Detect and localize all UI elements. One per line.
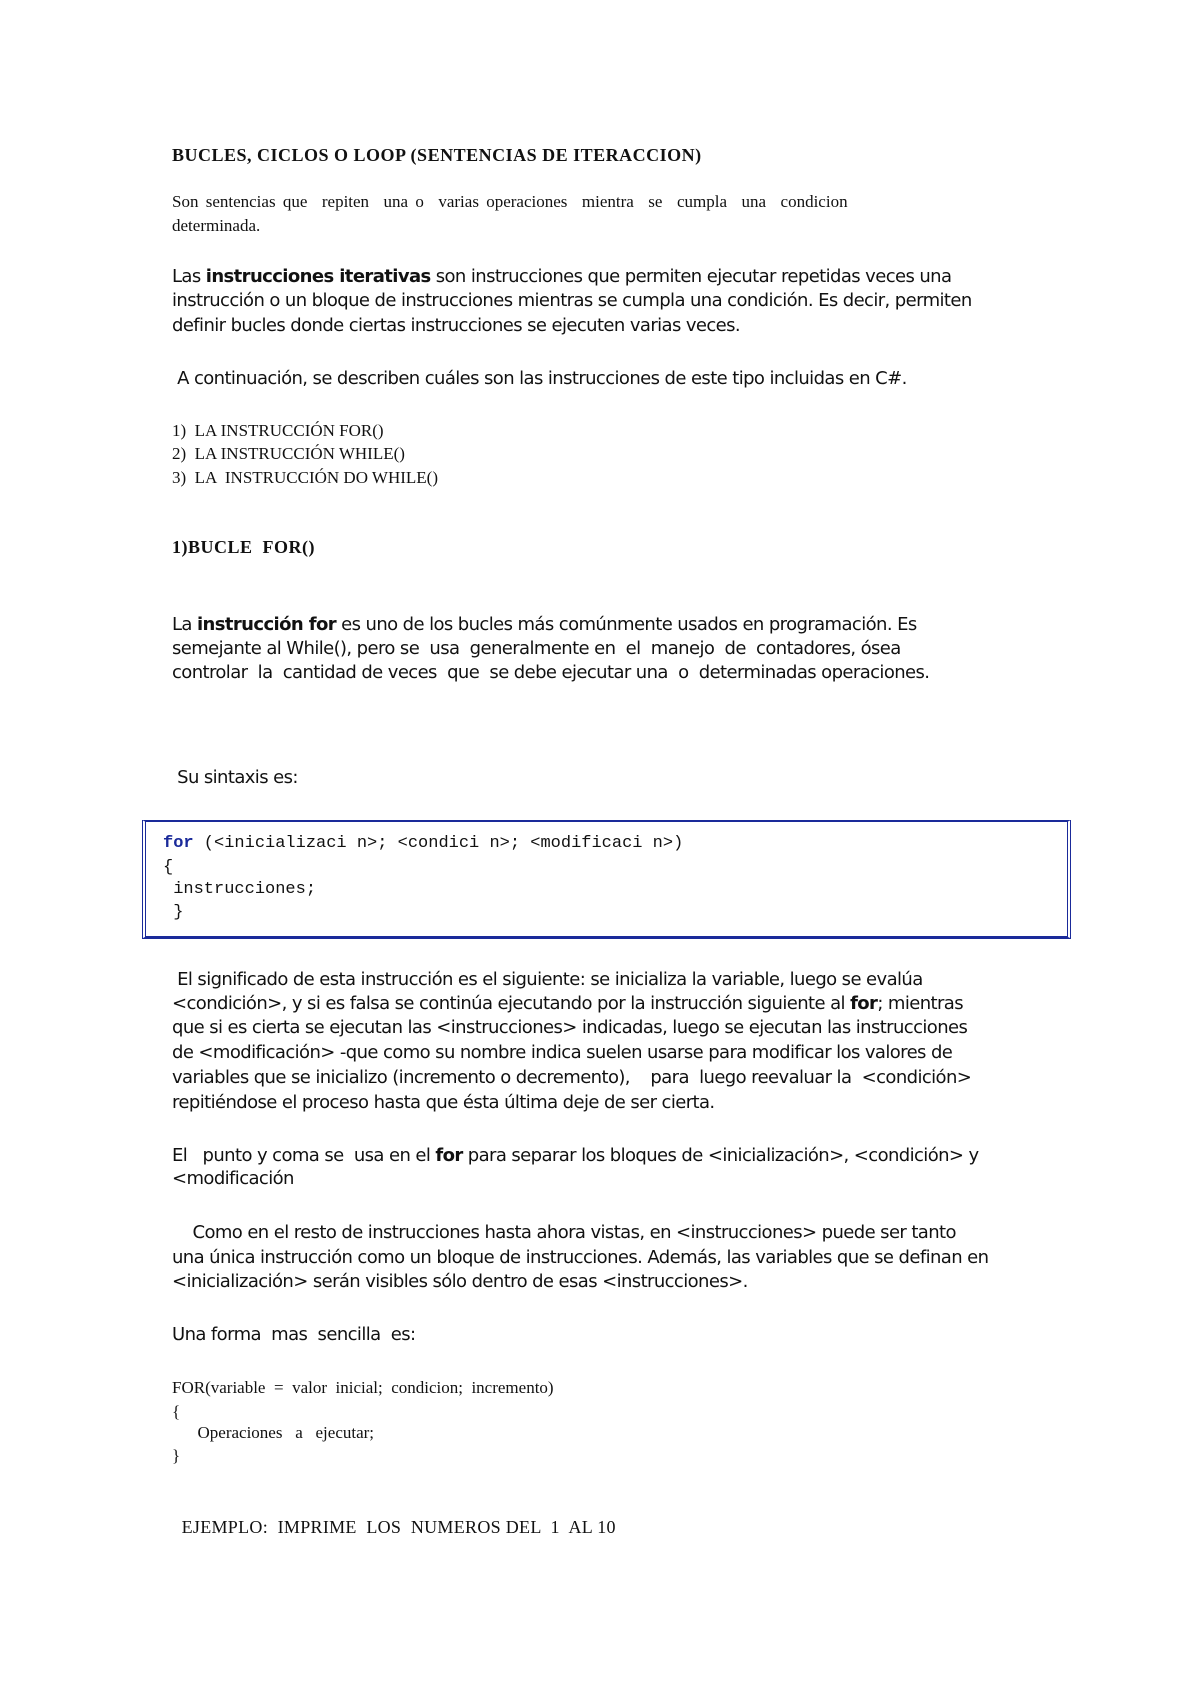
bold-text: for bbox=[850, 993, 878, 1014]
paragraph-line bbox=[172, 266, 951, 287]
paragraph-line: Como en el resto de instrucciones hasta ahora vistas, en <instrucciones> puede ser tanto bbox=[172, 1222, 956, 1243]
paragraph-line: semejante al While(), pero se usa generalmente en el manejo de contadores, ósea bbox=[172, 638, 901, 659]
code-line: Operaciones a ejecutar; bbox=[172, 1423, 375, 1442]
paragraph-line: que si es cierta se ejecutan las <instrucciones> indicadas, luego se ejecutan las instrucciones bbox=[172, 1017, 968, 1038]
paragraph-line: una única instrucción como un bloque de instrucciones. Además, las variables que se definan en bbox=[172, 1247, 989, 1268]
text: La bbox=[172, 614, 197, 635]
code-line bbox=[163, 834, 683, 853]
paragraph-line: definir bucles donde ciertas instrucciones se ejecuten varias veces. bbox=[172, 315, 741, 336]
text: Las bbox=[172, 266, 206, 287]
text: para separar los bloques de <inicialización>, <condición> y bbox=[462, 1145, 979, 1166]
code-line: instrucciones; bbox=[163, 880, 317, 899]
list-item: 3) LA INSTRUCCIÓN DO WHILE() bbox=[172, 468, 438, 487]
code-line: } bbox=[163, 903, 184, 922]
paragraph-line: repitiéndose el proceso hasta que ésta última deje de ser cierta. bbox=[172, 1092, 715, 1113]
text: ; mientras bbox=[877, 993, 964, 1014]
document-title: BUCLES, CICLOS O LOOP (SENTENCIAS DE ITERACCION) bbox=[172, 145, 702, 165]
text: son instrucciones que permiten ejecutar repetidas veces una bbox=[430, 266, 952, 287]
paragraph-line: A continuación, se describen cuáles son las instrucciones de este tipo incluidas en C#. bbox=[172, 368, 907, 389]
list-item: 1) LA INSTRUCCIÓN FOR() bbox=[172, 421, 384, 440]
paragraph-line: de <modificación> -que como su nombre indica suelen usarse para modificar los valores de bbox=[172, 1042, 953, 1063]
paragraph-line: instrucción o un bloque de instrucciones mientras se cumpla una condición. Es decir, permiten bbox=[172, 290, 972, 311]
paragraph-line bbox=[172, 1145, 979, 1166]
code-line: FOR(variable = valor inicial; condicion; incremento) bbox=[172, 1378, 554, 1397]
bold-text: for bbox=[435, 1145, 463, 1166]
paragraph-line bbox=[172, 993, 963, 1014]
bold-text: instrucción for bbox=[196, 614, 337, 635]
paragraph-line: variables que se inicializo (incremento o decremento), para luego reevaluar la <condición> bbox=[172, 1067, 972, 1088]
section-heading: 1)BUCLE FOR() bbox=[172, 537, 315, 557]
text: <condición>, y si es falsa se continúa ejecutando por la instrucción siguiente al bbox=[172, 993, 851, 1014]
code-line: { bbox=[163, 858, 174, 877]
intro-line: determinada. bbox=[172, 216, 261, 235]
code-text: (<inicializaci n>; <condici n>; <modificaci n>) bbox=[193, 834, 684, 853]
list-item: 2) LA INSTRUCCIÓN WHILE() bbox=[172, 444, 405, 463]
code-line: } bbox=[172, 1446, 181, 1465]
text: es uno de los bucles más comúnmente usados en programación. Es bbox=[336, 614, 917, 635]
simple-form-label: Una forma mas sencilla es: bbox=[172, 1324, 416, 1345]
paragraph-line bbox=[172, 614, 917, 635]
syntax-label: Su sintaxis es: bbox=[172, 767, 298, 788]
code-line: { bbox=[172, 1402, 181, 1421]
example-heading: EJEMPLO: IMPRIME LOS NUMEROS DEL 1 AL 10 bbox=[172, 1517, 616, 1537]
intro-line: Son sentencias que repiten una o varias operaciones mientra se cumpla una condicion bbox=[172, 192, 848, 211]
bold-text: instrucciones iterativas bbox=[205, 266, 431, 287]
paragraph-line: <inicialización> serán visibles sólo dentro de esas <instrucciones>. bbox=[172, 1271, 748, 1292]
paragraph-line: <modificación bbox=[172, 1168, 294, 1189]
paragraph-line: El significado de esta instrucción es el siguiente: se inicializa la variable, luego se evalúa bbox=[172, 969, 923, 990]
paragraph-line: controlar la cantidad de veces que se debe ejecutar una o determinadas operaciones. bbox=[172, 662, 930, 683]
text: El punto y coma se usa en el bbox=[172, 1145, 436, 1166]
keyword: for bbox=[163, 834, 194, 853]
